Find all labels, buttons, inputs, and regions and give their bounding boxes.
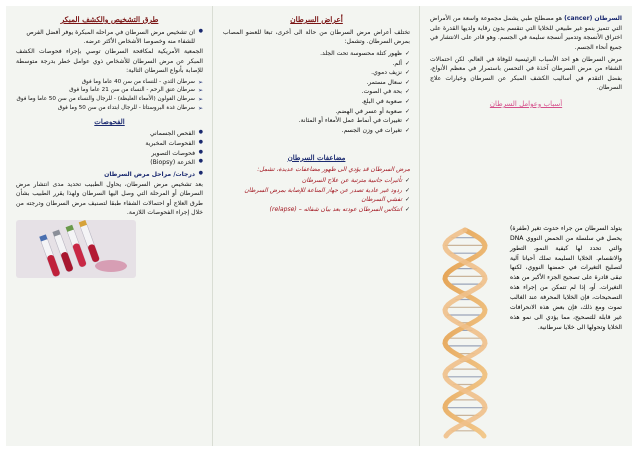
- test-tubes-icon: [16, 220, 136, 278]
- brochure-page: [6, 6, 632, 446]
- diagnosis-title: طرق التشخيص والكشف المبكر: [60, 15, 159, 24]
- intro-paragraph-2: مرض السرطان هو احد الأسباب الرئيسية للوفاة في العالم. لكن احتمالات الشفاء من مرض السرطان آخذة في التحسن باستمرار في معظم الأنواع، بفضل التقدم في أساليب الكشف المبكر عن السرطان وخيارات علاج السرطان.: [430, 55, 622, 92]
- list-item: ✓ صعوبة أو عسر في الهضم.: [223, 107, 410, 117]
- list-item: ✓ ردود غير عادية تصدر عن جهاز المناعة للإصابة بمرض السرطان: [223, 186, 410, 196]
- causes-text: يتولد السرطان من جراء حدوث تغير (طفرة) يحصل في سلسلة من الحمض النووي DNA والتي تحدد لها كيفية النمو، التطور والانقسام. الخلايا السليمة تملك أحيانا آلية لتصليح التغيرات في حمضها النووي، لكنها تبقى قادرة على تصحيح الجزء الأكبر من هذه التغيرات. أو، إذا لم تتمكن من إجراء هذه التصحيحات، فإن الخلايا المحرفة عند الغالب تموت ومع ذلك، فإن بعض هذه الانحرافات غير قابلة للتصحيح، مما يؤدي الى نمو هذه الخلايا وتحولها الى خلايا سرطانية.: [510, 225, 622, 331]
- list-item: ● الفحص الجسماني: [16, 129, 203, 139]
- list-item: ● الخزعة (Biopsy): [16, 158, 203, 168]
- intro-paragraph: [430, 14, 622, 53]
- list-item: ✓ ظهور كتلة محسوسة تحت الجلد.: [223, 49, 410, 59]
- diagnosis-intro-list: [16, 28, 203, 47]
- screenings-list: [16, 78, 203, 113]
- list-item: ✓ نزيف دموي.: [223, 68, 410, 78]
- list-item: ✓ انتكاس السرطان عودته بعد بيان شفائه – (relapse): [223, 205, 410, 215]
- list-item: ✓ سعال مستمر.: [223, 78, 410, 88]
- symptoms-list: [223, 49, 410, 136]
- diagnosis-body: الجمعية الأمريكية لمكافحة السرطان توصي بإجراء فحوصات الكشف المبكر عن مرض السرطان للأشخاص ذوي عوامل خطر بدرجة متوسطة للإصابة بأنواع السرطان التالية:: [16, 47, 203, 75]
- list-item: ➢ سرطان عنق الرحم - النساء من سن 21 عاما وما فوق: [16, 86, 203, 95]
- tests-list: [16, 129, 203, 168]
- test-tubes-photo: [16, 220, 203, 280]
- list-item: ✓ تغييرات في أنماط عمل الأمعاء أو المثانة.: [223, 116, 410, 126]
- symptoms-column: [213, 6, 420, 446]
- complications-list: [223, 176, 410, 215]
- stages-title: ● درجات/ مراحل مرض السرطان: [16, 170, 203, 180]
- intro-term: السرطان: [594, 15, 623, 22]
- causes-title: أسباب وعوامل السرطان: [489, 100, 563, 108]
- dna-illustration: [426, 224, 504, 442]
- list-item: ✓ صعوبة في البلع.: [223, 97, 410, 107]
- dna-helix-icon: [426, 224, 504, 442]
- list-item: ✓ ألم.: [223, 59, 410, 69]
- list-item: ● ان تشخيص مرض السرطان في مراحله المبكرة يوفر أفضل الفرص للشفاء منه وخصوصا الأشخاص الأكثر عرضه.: [16, 28, 203, 47]
- symptoms-intro: تختلف أعراض مرض السرطان من حالة الى أخرى، تبعا للعضو المصاب بمرض السرطان. وتشمل:: [223, 28, 410, 46]
- list-item: ➢ سرطان الثدي - للنساء من سن 40 عاما وما فوق: [16, 78, 203, 87]
- stages-heading: [16, 170, 203, 180]
- list-item: ● فحوصات التصوير: [16, 149, 203, 159]
- list-item: ✓ بحة في الصوت.: [223, 87, 410, 97]
- list-item: ✓ تفشي السرطان: [223, 195, 410, 205]
- tests-title: الفحوصات: [94, 117, 125, 127]
- list-item: ✓ تأثيرات جانبية مترتبة عن علاج السرطان: [223, 176, 410, 186]
- complications-title: مضاعفات السرطان: [287, 152, 346, 162]
- intro-latin-term: (cancer): [564, 15, 593, 22]
- intro-text: هو مصطلح طبي يشمل مجموعة واسعة من الأمراض التي تتميز بنمو غير طبيعي للخلايا التي تنقسم بدون رقابة ولديها القدرة على اختراق الأنسجة وتدمير أنسجة سليمة في الجسم. وهو قادر على الانتشار في جميع أنحاء الجسم.: [430, 15, 622, 51]
- stages-text: بعد تشخيص مرض السرطان، يحاول الطبيب تحديد مدى انتشار مرض السرطان أو المرحلة التي وصل اليها السرطان ولهذا يقرر الطبيب بشأن طرق العلاج أو احتمالات الشفاء طبقا لتصنيف مرض السرطان ودرجته من خلال إجراء الفحوصات اللازمة.: [16, 180, 203, 217]
- complications-intro: مرض السرطان قد يؤدي الى ظهور مضاعفات عديدة، تشمل:: [257, 165, 410, 173]
- list-item: ➢ سرطان غدة البروستاتا - للرجال ابتداء من سن 50 وما فوق: [16, 104, 203, 113]
- list-item: ● الفحوصات المخبرية: [16, 139, 203, 149]
- list-item: ✓ تغيرات في وزن الجسم.: [223, 126, 410, 136]
- list-item: ➢ سرطان القولون (الأمعاء الغليظة) - للرجال والنساء من سن 50 عاما وما فوق: [16, 95, 203, 104]
- symptoms-title: أعراض السرطان: [290, 15, 343, 24]
- diagnosis-column: [6, 6, 213, 446]
